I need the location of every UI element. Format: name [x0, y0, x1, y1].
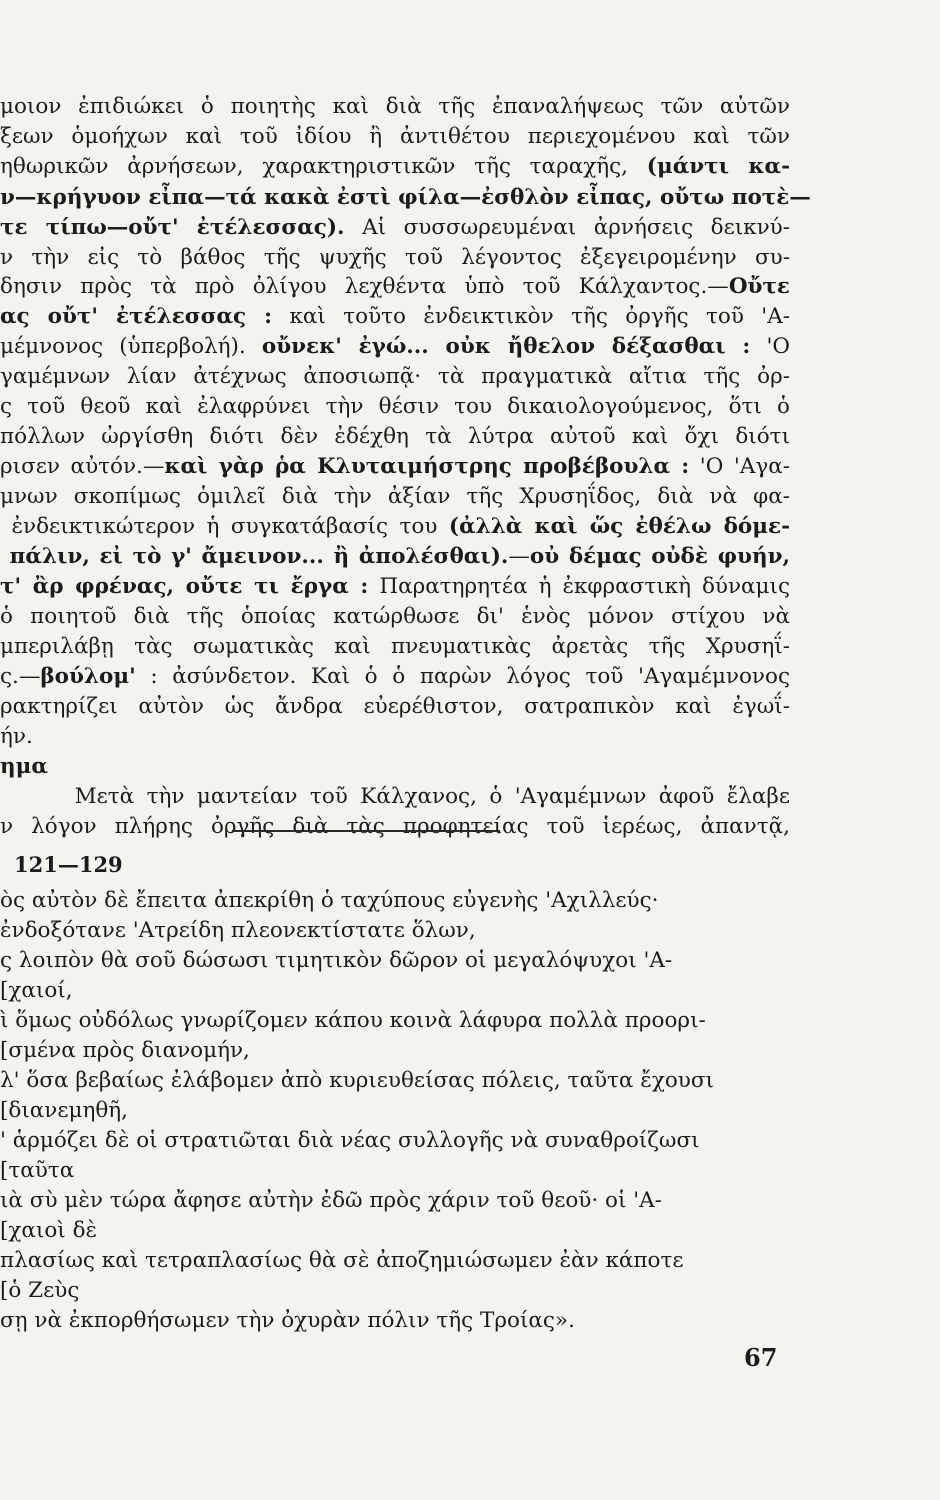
verse-continuation: [ὁ Ζεὺς — [0, 1278, 80, 1303]
commentary-line — [0, 213, 790, 243]
bold-quote: τε τίπω—οὔτ' ἐτέλεσσας). — [0, 215, 345, 240]
commentary-line — [0, 302, 790, 332]
section-heading: 121—129 — [14, 852, 123, 877]
commentary-line — [0, 752, 790, 782]
commentary-line — [0, 512, 790, 542]
commentary-line — [0, 662, 790, 692]
verse-line: ' ἁρμόζει δὲ οἱ στρατιῶται διὰ νέας συλλογῆς νὰ συναθροίζωσι — [0, 1128, 700, 1153]
bold-quote: βούλομ' — [40, 664, 136, 689]
commentary-line — [0, 92, 790, 122]
commentary-run: ρακτηρίζει αὐτὸν ὡς ἄνδρα εὐερέθιστον, σατραπικὸν καὶ ἐγωΐ- — [0, 694, 790, 719]
verse-continuation: [διανεμηθῆ, — [0, 1098, 129, 1123]
commentary-run: μπεριλάβῃ τὰς σωματικὰς καὶ πνευματικὰς ἀρετὰς τῆς Χρυσηΐ- — [0, 634, 790, 659]
verse-line: ἐνδοξότανε 'Ατρείδη πλεονεκτίστατε ὅλων, — [0, 918, 476, 943]
page-number: 67 — [744, 1343, 778, 1372]
bold-quote: ας οὔτ' ἐτέλεσσας : — [0, 304, 273, 329]
verse-line: πλασίως καὶ τετραπλασίως θὰ σὲ ἀποζημιώσωμεν ἐὰν κάποτε — [0, 1248, 684, 1273]
commentary-line — [0, 272, 790, 302]
commentary-run: Αἱ συσσωρευμέναι ἀρνήσεις δεικνύ- — [344, 215, 791, 240]
bold-quote: τ' ἂρ φρένας, οὔτε τι ἔργα : — [0, 574, 369, 599]
commentary-line — [0, 632, 790, 662]
section-divider — [232, 830, 500, 832]
commentary-run: μέμνονος (ὑπερβολή). — [0, 334, 262, 359]
commentary-run: Παρατηρητέα ἡ ἐκφραστικὴ δύναμις — [368, 574, 791, 599]
commentary-run: Μετὰ τὴν μαντείαν τοῦ Κάλχανος, ὁ 'Αγαμέμνων ἀφοῦ ἔλαβε — [0, 784, 790, 809]
verse-line: ὸς αὐτὸν δὲ ἔπειτα ἀπεκρίθη ὁ ταχύπους εὐγενὴς 'Αχιλλεύς· — [0, 888, 659, 913]
bold-quote: (μάντι κα- — [646, 154, 791, 179]
commentary-run: — — [508, 544, 530, 569]
commentary-line — [0, 152, 790, 182]
commentary-run: 'Ο — [750, 334, 790, 359]
verse-continuation: [ταῦτα — [0, 1158, 75, 1183]
commentary-run: ήν. — [0, 724, 33, 749]
commentary-line — [0, 572, 790, 602]
verse-line: σῃ νὰ ἐκπορθήσωμεν τὴν ὀχυρὰν πόλιν τῆς Τροίας». — [0, 1308, 575, 1333]
bold-quote: καὶ γὰρ ῥα Κλυταιμήστρης προβέβουλα : — [164, 454, 690, 479]
commentary-run: δησιν πρὸς τὰ πρὸ ὀλίγου λεχθέντα ὑπὸ τοῦ Κάλχαντος.— — [0, 274, 729, 299]
verse-line: ὶ ὅμως οὐδόλως γνωρίζομεν κάπου κοινὰ λάφυρα πολλὰ προορι- — [0, 1008, 706, 1033]
commentary-line — [0, 392, 790, 422]
commentary-run: : ἀσύνδετον. Καὶ ὁ ὁ παρὼν λόγος τοῦ 'Αγαμέμνονος — [135, 664, 790, 689]
commentary-line — [0, 243, 790, 273]
commentary-line — [0, 812, 790, 842]
bold-quote: ημα — [0, 754, 48, 779]
commentary-run: καὶ τοῦτο ἐνδεικτικὸν τῆς ὀργῆς τοῦ 'Α- — [272, 304, 790, 329]
commentary-line — [0, 332, 790, 362]
commentary-run: μνων σκοπίμως ὁμιλεῖ διὰ τὴν ἀξίαν τῆς Χρυσηΐδος, διὰ νὰ φα- — [0, 484, 790, 509]
commentary-run: ς.— — [0, 664, 41, 689]
commentary-line — [0, 452, 790, 482]
commentary-run: 'Ο 'Αγα- — [689, 454, 790, 479]
commentary-run: ν λόγον πλήρης ὀργῆς διὰ τὰς προφητείας τοῦ ἱερέως, ἀπαντᾷ, — [0, 814, 790, 839]
bold-quote: ν—κρήγυον εἶπα—τά κακὰ ἐστὶ φίλα—ἐσθλὸν εἶπας, οὔτω ποτὲ— — [0, 185, 811, 210]
commentary-line — [0, 602, 790, 632]
verse-continuation: [χαιοὶ δὲ — [0, 1218, 98, 1243]
commentary-run: ξεων ὁμοήχων καὶ τοῦ ἰδίου ἢ ἀντιθέτου περιεχομένου καὶ τῶν — [0, 124, 790, 149]
commentary-run: ς τοῦ θεοῦ καὶ ἐλαφρύνει τὴν θέσιν του δικαιολογούμενος, ὅτι ὁ — [0, 394, 790, 419]
verse-line: ιὰ σὺ μὲν τώρα ἄφησε αὐτὴν ἐδῶ πρὸς χάριν τοῦ θεοῦ· οἱ 'Α- — [0, 1188, 662, 1213]
verse-line: ς λοιπὸν θὰ σοῦ δώσωσι τιμητικὸν δῶρον οἱ μεγαλόψυχοι 'Α- — [0, 948, 673, 973]
verse-continuation: [χαιοί, — [0, 978, 73, 1003]
commentary-line — [0, 782, 790, 812]
commentary-line — [0, 482, 790, 512]
verse-continuation: [σμένα πρὸς διανομήν, — [0, 1038, 250, 1063]
commentary-run: ηθωρικῶν ἀρνήσεων, χαρακτηριστικῶν τῆς ταραχῆς, — [0, 154, 647, 179]
bold-quote: οὐ δέμας οὐδὲ φυήν, — [529, 544, 790, 569]
commentary-run: πόλλων ὠργίσθη διότι δὲν ἐδέχθη τὰ λύτρα αὐτοῦ καὶ ὄχι διότι — [0, 424, 790, 449]
commentary-line — [0, 362, 790, 392]
bold-quote: πάλιν, εἰ τὸ γ' ἄμεινον... ἢ ἀπολέσθαι). — [0, 544, 509, 569]
commentary-run: ἐνδεικτικώτερον ἡ συγκατάβασίς του — [0, 514, 449, 539]
commentary-line — [0, 183, 811, 213]
commentary-line — [0, 422, 790, 452]
commentary-run: μοιον ἐπιδιώκει ὁ ποιητὴς καὶ διὰ τῆς ἐπαναλήψεως τῶν αὐτῶν — [0, 94, 790, 119]
bold-quote: Οὔτε — [728, 274, 790, 299]
bold-quote: (ἀλλὰ καὶ ὥς ἐθέλω δόμε- — [448, 514, 790, 539]
verse-line: λ' ὅσα βεβαίως ἐλάβομεν ἀπὸ κυριευθείσας πόλεις, ταῦτα ἔχουσι — [0, 1068, 714, 1093]
bold-quote: οὔνεκ' ἐγώ... οὐκ ἤθελον δέξασθαι : — [261, 334, 751, 359]
commentary-run: ὁ ποιητοῦ διὰ τῆς ὁποίας κατώρθωσε δι' ἑνὸς μόνον στίχου νὰ — [0, 604, 790, 629]
commentary-run: γαμέμνων λίαν ἀτέχνως ἀποσιωπᾷ· τὰ πραγματικὰ αἴτια τῆς ὀρ- — [0, 364, 790, 389]
commentary-run: ν τὴν εἰς τὸ βάθος τῆς ψυχῆς τοῦ λέγοντος ἐξεγειρομένην συ- — [0, 245, 790, 270]
commentary-line — [0, 542, 790, 572]
commentary-line — [0, 692, 790, 722]
commentary-line — [0, 722, 790, 752]
commentary-line — [0, 122, 790, 152]
commentary-run: ρισεν αὐτόν.— — [0, 454, 165, 479]
